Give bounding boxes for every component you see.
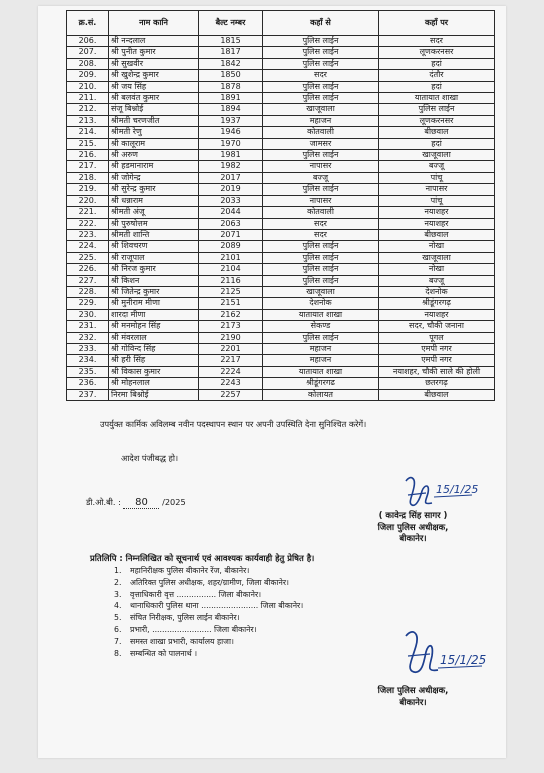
cell-serial: 212. bbox=[67, 104, 109, 115]
cell-name: श्री कालूराम bbox=[109, 138, 199, 149]
table-row bbox=[67, 332, 495, 343]
cell-belt-number: 2017 bbox=[199, 172, 263, 183]
cell-serial: 228. bbox=[67, 286, 109, 297]
cell-serial: 233. bbox=[67, 343, 109, 354]
cell-name: श्री मोहनलाल bbox=[109, 378, 199, 389]
cell-name: श्री किशन bbox=[109, 275, 199, 286]
cell-name: श्रीमती अंजू bbox=[109, 207, 199, 218]
cell-belt-number: 2101 bbox=[199, 252, 263, 263]
cell-from: कोलायत bbox=[263, 389, 379, 400]
cell-belt-number: 1842 bbox=[199, 58, 263, 69]
table-row bbox=[67, 195, 495, 206]
cell-to: देशनोक bbox=[379, 286, 495, 297]
cell-to: हदां bbox=[379, 81, 495, 92]
table-row bbox=[67, 378, 495, 389]
table-row bbox=[67, 275, 495, 286]
cell-from: पुलिस लाईन bbox=[263, 58, 379, 69]
cell-from: सदर bbox=[263, 218, 379, 229]
cell-name: श्री अरुण bbox=[109, 150, 199, 161]
signatory-block-1 bbox=[338, 511, 488, 546]
cell-to: लूणकरनसर bbox=[379, 115, 495, 126]
list-item: 2. अतिरिक्त पुलिस अधीक्षक, शहर/ग्रामीण, जिला बीकानेर। bbox=[114, 577, 290, 587]
cell-serial: 208. bbox=[67, 58, 109, 69]
cell-serial: 237. bbox=[67, 389, 109, 400]
signatory-designation: जिला पुलिस अधीक्षक, bbox=[377, 686, 449, 696]
table-row bbox=[67, 366, 495, 377]
table-row bbox=[67, 36, 495, 47]
cell-to: बीछवाल bbox=[379, 127, 495, 138]
cell-serial: 235. bbox=[67, 366, 109, 377]
cell-serial: 210. bbox=[67, 81, 109, 92]
cell-to: छतरगढ़ bbox=[379, 378, 495, 389]
cell-serial: 226. bbox=[67, 264, 109, 275]
table-row bbox=[67, 70, 495, 81]
cell-name: श्री सुखवीर bbox=[109, 58, 199, 69]
cell-serial: 229. bbox=[67, 298, 109, 309]
cell-belt-number: 2151 bbox=[199, 298, 263, 309]
cell-name: श्री गोविन्द सिंह bbox=[109, 343, 199, 354]
cell-name: निरमा बिश्नोई bbox=[109, 389, 199, 400]
signatory-name: ( कावेन्द्र सिंह सागर ) bbox=[378, 511, 448, 521]
cell-name: शारदा मीणा bbox=[109, 309, 199, 320]
cell-from: कोतवाली bbox=[263, 127, 379, 138]
list-item: 3. वृत्ताधिकारी वृत्त ................ जिला बीकानेर। bbox=[114, 589, 262, 599]
table-row bbox=[67, 150, 495, 161]
table-row bbox=[67, 161, 495, 172]
cell-from: खाजूवाला bbox=[263, 286, 379, 297]
cell-serial: 232. bbox=[67, 332, 109, 343]
cell-name: श्री हडमानाराम bbox=[109, 161, 199, 172]
cell-to: खाजूवाला bbox=[379, 150, 495, 161]
cell-from: नापासर bbox=[263, 195, 379, 206]
cell-from: पुलिस लाईन bbox=[263, 264, 379, 275]
cell-belt-number: 2089 bbox=[199, 241, 263, 252]
cell-to: नोखा bbox=[379, 241, 495, 252]
cell-belt-number: 2173 bbox=[199, 321, 263, 332]
table-row bbox=[67, 93, 495, 104]
cell-name: संजू बिश्नोई bbox=[109, 104, 199, 115]
cell-from: महाजन bbox=[263, 115, 379, 126]
list-item: 6. प्रभारी, ........................ जिला बीकानेर। bbox=[114, 624, 257, 634]
reference-number bbox=[86, 497, 186, 509]
cell-belt-number: 2116 bbox=[199, 275, 263, 286]
cell-belt-number: 2217 bbox=[199, 355, 263, 366]
cell-belt-number: 1891 bbox=[199, 93, 263, 104]
cell-belt-number: 1970 bbox=[199, 138, 263, 149]
cell-belt-number: 2019 bbox=[199, 184, 263, 195]
table-row bbox=[67, 207, 495, 218]
cell-to: यातायात शाखा bbox=[379, 93, 495, 104]
cell-to: नयाशहर bbox=[379, 218, 495, 229]
cell-serial: 221. bbox=[67, 207, 109, 218]
cell-to: दंतौर bbox=[379, 70, 495, 81]
cell-to: पुलिस लाईन bbox=[379, 104, 495, 115]
cell-to: हदां bbox=[379, 58, 495, 69]
reference-prefix: डी.ओ.बी. : bbox=[86, 497, 121, 507]
cell-belt-number: 1981 bbox=[199, 150, 263, 161]
cell-to: बीछवाल bbox=[379, 229, 495, 240]
list-item: 7. समस्त शाखा प्रभारी, कार्यालय हाजा। bbox=[114, 636, 234, 646]
signatory-block-2 bbox=[338, 686, 488, 709]
header-to: कहाँ पर bbox=[379, 11, 495, 36]
table-row bbox=[67, 218, 495, 229]
cell-from: पुलिस लाईन bbox=[263, 47, 379, 58]
cell-serial: 207. bbox=[67, 47, 109, 58]
cell-to: नयाशहर, चौकी साले की होली bbox=[379, 366, 495, 377]
order-registered-note: आदेश पंजीबद्ध हो। bbox=[121, 453, 179, 463]
table-row bbox=[67, 172, 495, 183]
cell-belt-number: 2243 bbox=[199, 378, 263, 389]
table-row bbox=[67, 184, 495, 195]
cell-name: श्री मंवरलाल bbox=[109, 332, 199, 343]
table-row bbox=[67, 309, 495, 320]
cell-from: यातायात शाखा bbox=[263, 309, 379, 320]
signature-1-date: 15/1/25 bbox=[436, 483, 479, 496]
cell-serial: 234. bbox=[67, 355, 109, 366]
cell-belt-number: 2104 bbox=[199, 264, 263, 275]
signatory-place: बीकानेर। bbox=[399, 697, 427, 708]
cell-belt-number: 1937 bbox=[199, 115, 263, 126]
cell-belt-number: 1817 bbox=[199, 47, 263, 58]
table-header-row bbox=[67, 11, 495, 36]
cell-to: पांचू bbox=[379, 172, 495, 183]
cell-serial: 219. bbox=[67, 184, 109, 195]
table-row bbox=[67, 252, 495, 263]
cell-to: हदां bbox=[379, 138, 495, 149]
cell-name: श्री जोगेन्द्र bbox=[109, 172, 199, 183]
table-row bbox=[67, 389, 495, 400]
cell-serial: 215. bbox=[67, 138, 109, 149]
cell-belt-number: 1946 bbox=[199, 127, 263, 138]
signature-2-date: 15/1/25 bbox=[440, 653, 487, 667]
cell-serial: 218. bbox=[67, 172, 109, 183]
cell-name: श्री विकास कुमार bbox=[109, 366, 199, 377]
cell-serial: 223. bbox=[67, 229, 109, 240]
cell-to: सदर, चौकी जनाना bbox=[379, 321, 495, 332]
cell-to: एमपी नगर bbox=[379, 355, 495, 366]
handwritten-signature-icon bbox=[398, 626, 488, 682]
cell-name: श्री मनमोहन सिंह bbox=[109, 321, 199, 332]
list-item: 5. संचित निरीक्षक, पुलिस लाईन बीकानेर। bbox=[114, 613, 240, 623]
cell-belt-number: 1815 bbox=[199, 36, 263, 47]
cell-serial: 225. bbox=[67, 252, 109, 263]
cell-from: सदर bbox=[263, 70, 379, 81]
cell-from: बज्जू bbox=[263, 172, 379, 183]
cell-name: श्री धन्नाराम bbox=[109, 195, 199, 206]
cell-belt-number: 1850 bbox=[199, 70, 263, 81]
cell-name: श्री पुरुषोत्तम bbox=[109, 218, 199, 229]
table-row bbox=[67, 321, 495, 332]
table-row bbox=[67, 58, 495, 69]
table-row bbox=[67, 264, 495, 275]
copy-list bbox=[114, 565, 444, 659]
cell-from: पुलिस लाईन bbox=[263, 81, 379, 92]
cell-name: श्रीमती शान्ति bbox=[109, 229, 199, 240]
cell-serial: 213. bbox=[67, 115, 109, 126]
transfer-table-container bbox=[66, 10, 494, 401]
header-serial: क्र.सं. bbox=[67, 11, 109, 36]
cell-to: सदर bbox=[379, 36, 495, 47]
cell-belt-number: 2071 bbox=[199, 229, 263, 240]
cell-from: महाजन bbox=[263, 343, 379, 354]
cell-serial: 206. bbox=[67, 36, 109, 47]
signatory-designation: जिला पुलिस अधीक्षक, bbox=[377, 522, 449, 533]
cell-from: कोतवाली bbox=[263, 207, 379, 218]
cell-name: श्री पुनीत कुमार bbox=[109, 47, 199, 58]
cell-to: नोखा bbox=[379, 264, 495, 275]
cell-belt-number: 2162 bbox=[199, 309, 263, 320]
cell-name: श्री जय सिंह bbox=[109, 81, 199, 92]
cell-name: श्री राजूपाल bbox=[109, 252, 199, 263]
header-name: नाम कानि bbox=[109, 11, 199, 36]
cell-name: श्री निरज कुमार bbox=[109, 264, 199, 275]
copy-heading: प्रतिलिपि : निम्नलिखित को सूचनार्थ एवं आवश्यक कार्यवाही हेतु प्रेषित है। bbox=[90, 553, 315, 563]
instruction-note: उपर्युक्त कार्मिक अविलम्ब नवीन पदस्थापन स्थान पर अपनी उपस्थिति देना सुनिश्चित करेगें। bbox=[100, 419, 367, 429]
cell-from: यातायात शाखा bbox=[263, 366, 379, 377]
table-row bbox=[67, 298, 495, 309]
table-row bbox=[67, 229, 495, 240]
table-row bbox=[67, 81, 495, 92]
document-page bbox=[38, 6, 506, 758]
table-row bbox=[67, 138, 495, 149]
cell-to: लूणकरनसर bbox=[379, 47, 495, 58]
cell-belt-number: 2201 bbox=[199, 343, 263, 354]
cell-from: पुलिस लाईन bbox=[263, 184, 379, 195]
cell-to: एमपी नगर bbox=[379, 343, 495, 354]
cell-serial: 224. bbox=[67, 241, 109, 252]
cell-to: बज्जू bbox=[379, 161, 495, 172]
cell-serial: 236. bbox=[67, 378, 109, 389]
cell-from: महाजन bbox=[263, 355, 379, 366]
transfer-table bbox=[66, 10, 495, 401]
cell-from: जामसर bbox=[263, 138, 379, 149]
cell-from: पुलिस लाईन bbox=[263, 275, 379, 286]
cell-belt-number: 2190 bbox=[199, 332, 263, 343]
cell-from: पुलिस लाईन bbox=[263, 332, 379, 343]
cell-name: श्रीमती चरणजीत bbox=[109, 115, 199, 126]
cell-from: पुलिस लाईन bbox=[263, 241, 379, 252]
cell-serial: 227. bbox=[67, 275, 109, 286]
cell-from: सेकण्ड bbox=[263, 321, 379, 332]
list-item: 8. सम्बन्धित को पालनार्थ । bbox=[114, 648, 198, 658]
cell-name: श्री नन्दलाल bbox=[109, 36, 199, 47]
cell-to: बज्जू bbox=[379, 275, 495, 286]
list-item: 4. थानाधिकारी पुलिस थाना ....................... जिला बीकानेर। bbox=[114, 601, 304, 611]
table-row bbox=[67, 47, 495, 58]
cell-belt-number: 2125 bbox=[199, 286, 263, 297]
cell-belt-number: 2033 bbox=[199, 195, 263, 206]
reference-value: 80 bbox=[123, 497, 159, 509]
list-item: 1. महानिरीक्षक पुलिस बीकानेर रेंज, बीकानेर। bbox=[114, 566, 250, 575]
cell-belt-number: 2224 bbox=[199, 366, 263, 377]
signature-2 bbox=[398, 626, 488, 686]
table-row bbox=[67, 355, 495, 366]
cell-to: नयाशहर bbox=[379, 309, 495, 320]
cell-from: पुलिस लाईन bbox=[263, 93, 379, 104]
cell-name: श्री सुरेन्द्र कुमार bbox=[109, 184, 199, 195]
cell-serial: 217. bbox=[67, 161, 109, 172]
cell-name: श्री शिवचरण bbox=[109, 241, 199, 252]
cell-serial: 230. bbox=[67, 309, 109, 320]
signatory-place: बीकानेर। bbox=[399, 534, 427, 544]
cell-serial: 216. bbox=[67, 150, 109, 161]
cell-from: श्रीडूंगरगढ bbox=[263, 378, 379, 389]
cell-to: नयाशहर bbox=[379, 207, 495, 218]
table-row bbox=[67, 241, 495, 252]
cell-from: पुलिस लाईन bbox=[263, 150, 379, 161]
cell-name: श्री खुशेन्द्र कुमार bbox=[109, 70, 199, 81]
cell-to: श्रीडूंगरगढ़ bbox=[379, 298, 495, 309]
cell-from: देशनोक bbox=[263, 298, 379, 309]
cell-from: खाजूवाला bbox=[263, 104, 379, 115]
cell-name: श्री जितेन्द्र कुमार bbox=[109, 286, 199, 297]
handwritten-signature-icon bbox=[400, 473, 480, 513]
cell-to: पांचू bbox=[379, 195, 495, 206]
cell-serial: 209. bbox=[67, 70, 109, 81]
cell-name: श्री मुनीराम मीणा bbox=[109, 298, 199, 309]
cell-to: नापासर bbox=[379, 184, 495, 195]
cell-serial: 214. bbox=[67, 127, 109, 138]
cell-serial: 220. bbox=[67, 195, 109, 206]
cell-belt-number: 2044 bbox=[199, 207, 263, 218]
cell-serial: 211. bbox=[67, 93, 109, 104]
table-row bbox=[67, 104, 495, 115]
cell-belt-number: 1878 bbox=[199, 81, 263, 92]
cell-name: श्री बलवंत कुमार bbox=[109, 93, 199, 104]
cell-belt-number: 1894 bbox=[199, 104, 263, 115]
cell-belt-number: 2257 bbox=[199, 389, 263, 400]
cell-from: पुलिस लाईन bbox=[263, 36, 379, 47]
cell-to: पूगल bbox=[379, 332, 495, 343]
cell-to: खाजूवाला bbox=[379, 252, 495, 263]
cell-from: पुलिस लाईन bbox=[263, 252, 379, 263]
cell-serial: 231. bbox=[67, 321, 109, 332]
cell-from: सदर bbox=[263, 229, 379, 240]
cell-name: श्री हरी सिंह bbox=[109, 355, 199, 366]
cell-name: श्रीमती रेणु bbox=[109, 127, 199, 138]
table-row bbox=[67, 115, 495, 126]
header-belt-number: बैल्ट नम्बर bbox=[199, 11, 263, 36]
cell-to: बीछवाल bbox=[379, 389, 495, 400]
table-row bbox=[67, 343, 495, 354]
cell-belt-number: 1982 bbox=[199, 161, 263, 172]
reference-year: /2025 bbox=[162, 497, 186, 507]
table-row bbox=[67, 286, 495, 297]
table-row bbox=[67, 127, 495, 138]
cell-belt-number: 2063 bbox=[199, 218, 263, 229]
cell-from: नापासर bbox=[263, 161, 379, 172]
cell-serial: 222. bbox=[67, 218, 109, 229]
header-from: कहाँ से bbox=[263, 11, 379, 36]
